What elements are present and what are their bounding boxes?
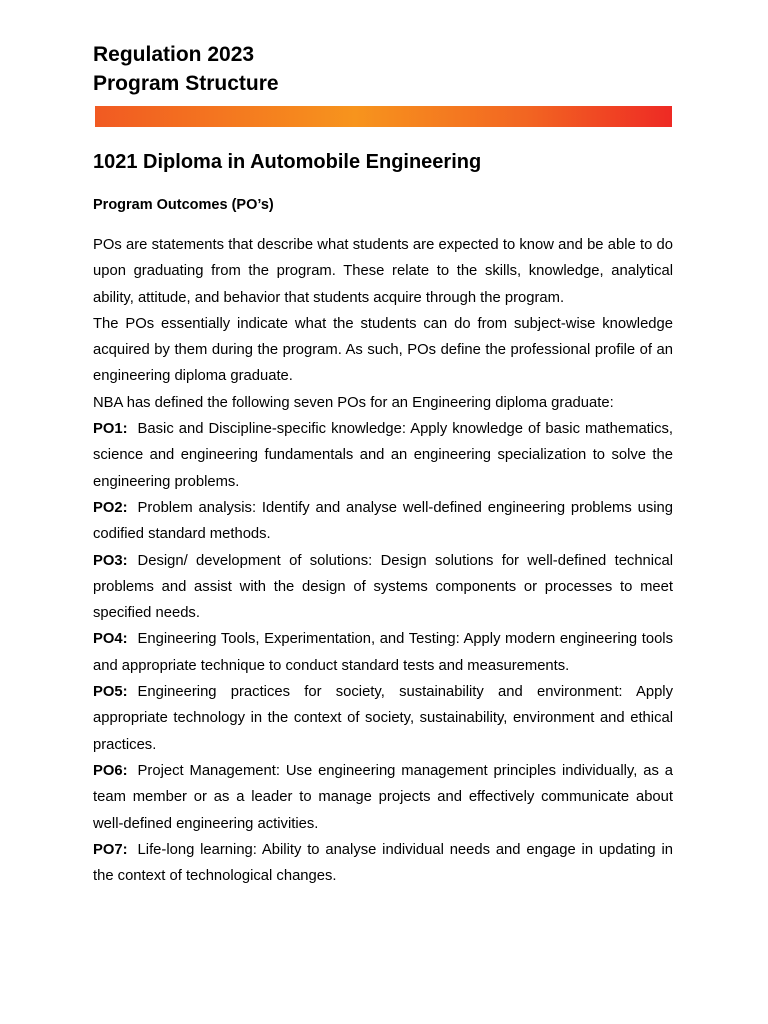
intro-paragraph: POs are statements that describe what students are expected to know and be able to do upon graduating from the program. These relate to the skills, knowledge, analytical ability, attitude, and behavior that students acquire through the program. (93, 237, 673, 306)
program-outcome-text: Design/ development of solutions: Design solutions for well-defined technical problems and assist with the design of systems components or processes to meet specified needs. (93, 552, 673, 622)
document-header (93, 40, 673, 127)
program-outcome-text: Problem analysis: Identify and analyse well-defined engineering problems using codified standard methods. (93, 499, 673, 543)
program-outcome-text: Basic and Discipline-specific knowledge: Apply knowledge of basic mathematics, science and engineering fundamentals and an engineering specialization to solve the engineering problems. (93, 421, 673, 490)
program-structure-heading: Program Structure (93, 72, 279, 95)
program-outcome-text: Life-long learning: Ability to analyse individual needs and engage in updating in the context of technological changes. (93, 841, 673, 885)
program-outcome-text: Engineering Tools, Experimentation, and Testing: Apply modern engineering tools and appropriate technique to conduct standard tests and measurements. (93, 631, 673, 674)
program-outcome-text: Project Management: Use engineering management principles individually, as a team member or as a leader to manage projects and effectively communicate about well-defined engineering activities. (93, 762, 673, 832)
intro-paragraph: The POs essentially indicate what the students can do from subject-wise knowledge acquired by them during the program. As such, POs define the professional profile of an engineering diploma graduate. (93, 315, 673, 385)
header-accent-bar (95, 106, 672, 127)
regulation-heading: Regulation 2023 (93, 43, 255, 66)
program-outcome-label: PO5: (93, 684, 128, 701)
program-outcome-item (93, 679, 673, 758)
program-outcome-label: PO4: (93, 631, 128, 648)
program-outcome-text: Engineering practices for society, sustainability and environment: Apply appropriate technology in the context of society, sustainability, environment and ethical practices. (93, 684, 673, 753)
section-heading: Program Outcomes (PO’s) (93, 197, 274, 213)
document-body (93, 232, 673, 889)
program-outcome-label: PO2: (93, 499, 128, 516)
document-page (93, 40, 673, 889)
program-outcome-label: PO1: (93, 421, 128, 438)
program-outcome-item (93, 548, 673, 627)
program-outcome-item (93, 758, 673, 837)
program-outcome-item (93, 626, 673, 679)
program-outcome-item (93, 837, 673, 890)
program-outcome-label: PO3: (93, 552, 128, 569)
program-outcome-label: PO6: (93, 762, 128, 779)
program-outcome-item (93, 416, 673, 495)
intro-paragraph: NBA has defined the following seven POs for an Engineering diploma graduate: (93, 394, 614, 411)
program-outcome-label: PO7: (93, 841, 128, 858)
program-outcome-item (93, 495, 673, 548)
document-title: 1021 Diploma in Automobile Engineering (93, 151, 482, 173)
